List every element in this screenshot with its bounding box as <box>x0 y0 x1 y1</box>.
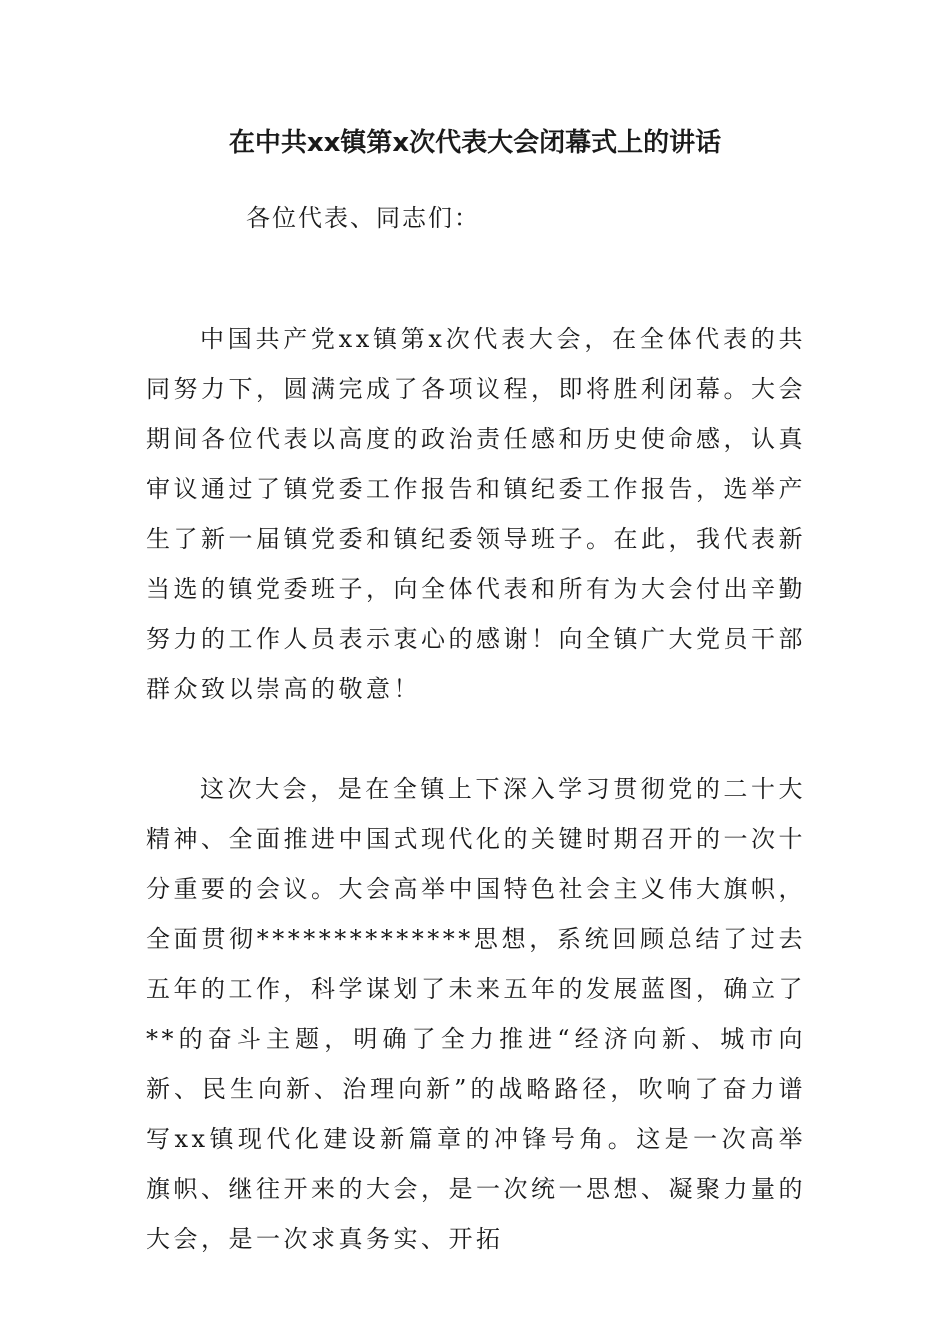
salutation: 各位代表、同志们： <box>246 204 480 232</box>
paragraph-1: 中国共产党xx镇第x次代表大会，在全体代表的共同努力下，圆满完成了各项议程，即将胜利闭幕。大会期间各位代表以高度的政治责任感和历史使命感，认真审议通过了镇党委工作报告和镇纪委工作报告，选举产生了新一届镇党委和镇纪委领导班子。在此，我代表新当选的镇党委班子，向全体代表和所有为大会付出辛勤努力的工作人员表示衷心的感谢！向全镇广大党员干部群众致以崇高的敬意！ <box>146 325 806 703</box>
paragraph-2: 这次大会，是在全镇上下深入学习贯彻党的二十大精神、全面推进中国式现代化的关键时期召开的一次十分重要的会议。大会高举中国特色社会主义伟大旗帜，全面贯彻**************思想，系统回顾总结了过去五年的工作，科学谋划了未来五年的发展蓝图，确立了**的奋斗主题，明确了全力推进“经济向新、城市向新、民生向新、治理向新”的战略路径，吹响了奋力谱写xx镇现代化建设新篇章的冲锋号角。这是一次高举旗帜、继往开来的大会，是一次统一思想、凝聚力量的大会，是一次求真务实、开拓 <box>146 775 806 1253</box>
document-title: 在中共xx镇第x次代表大会闭幕式上的讲话 <box>228 128 722 158</box>
